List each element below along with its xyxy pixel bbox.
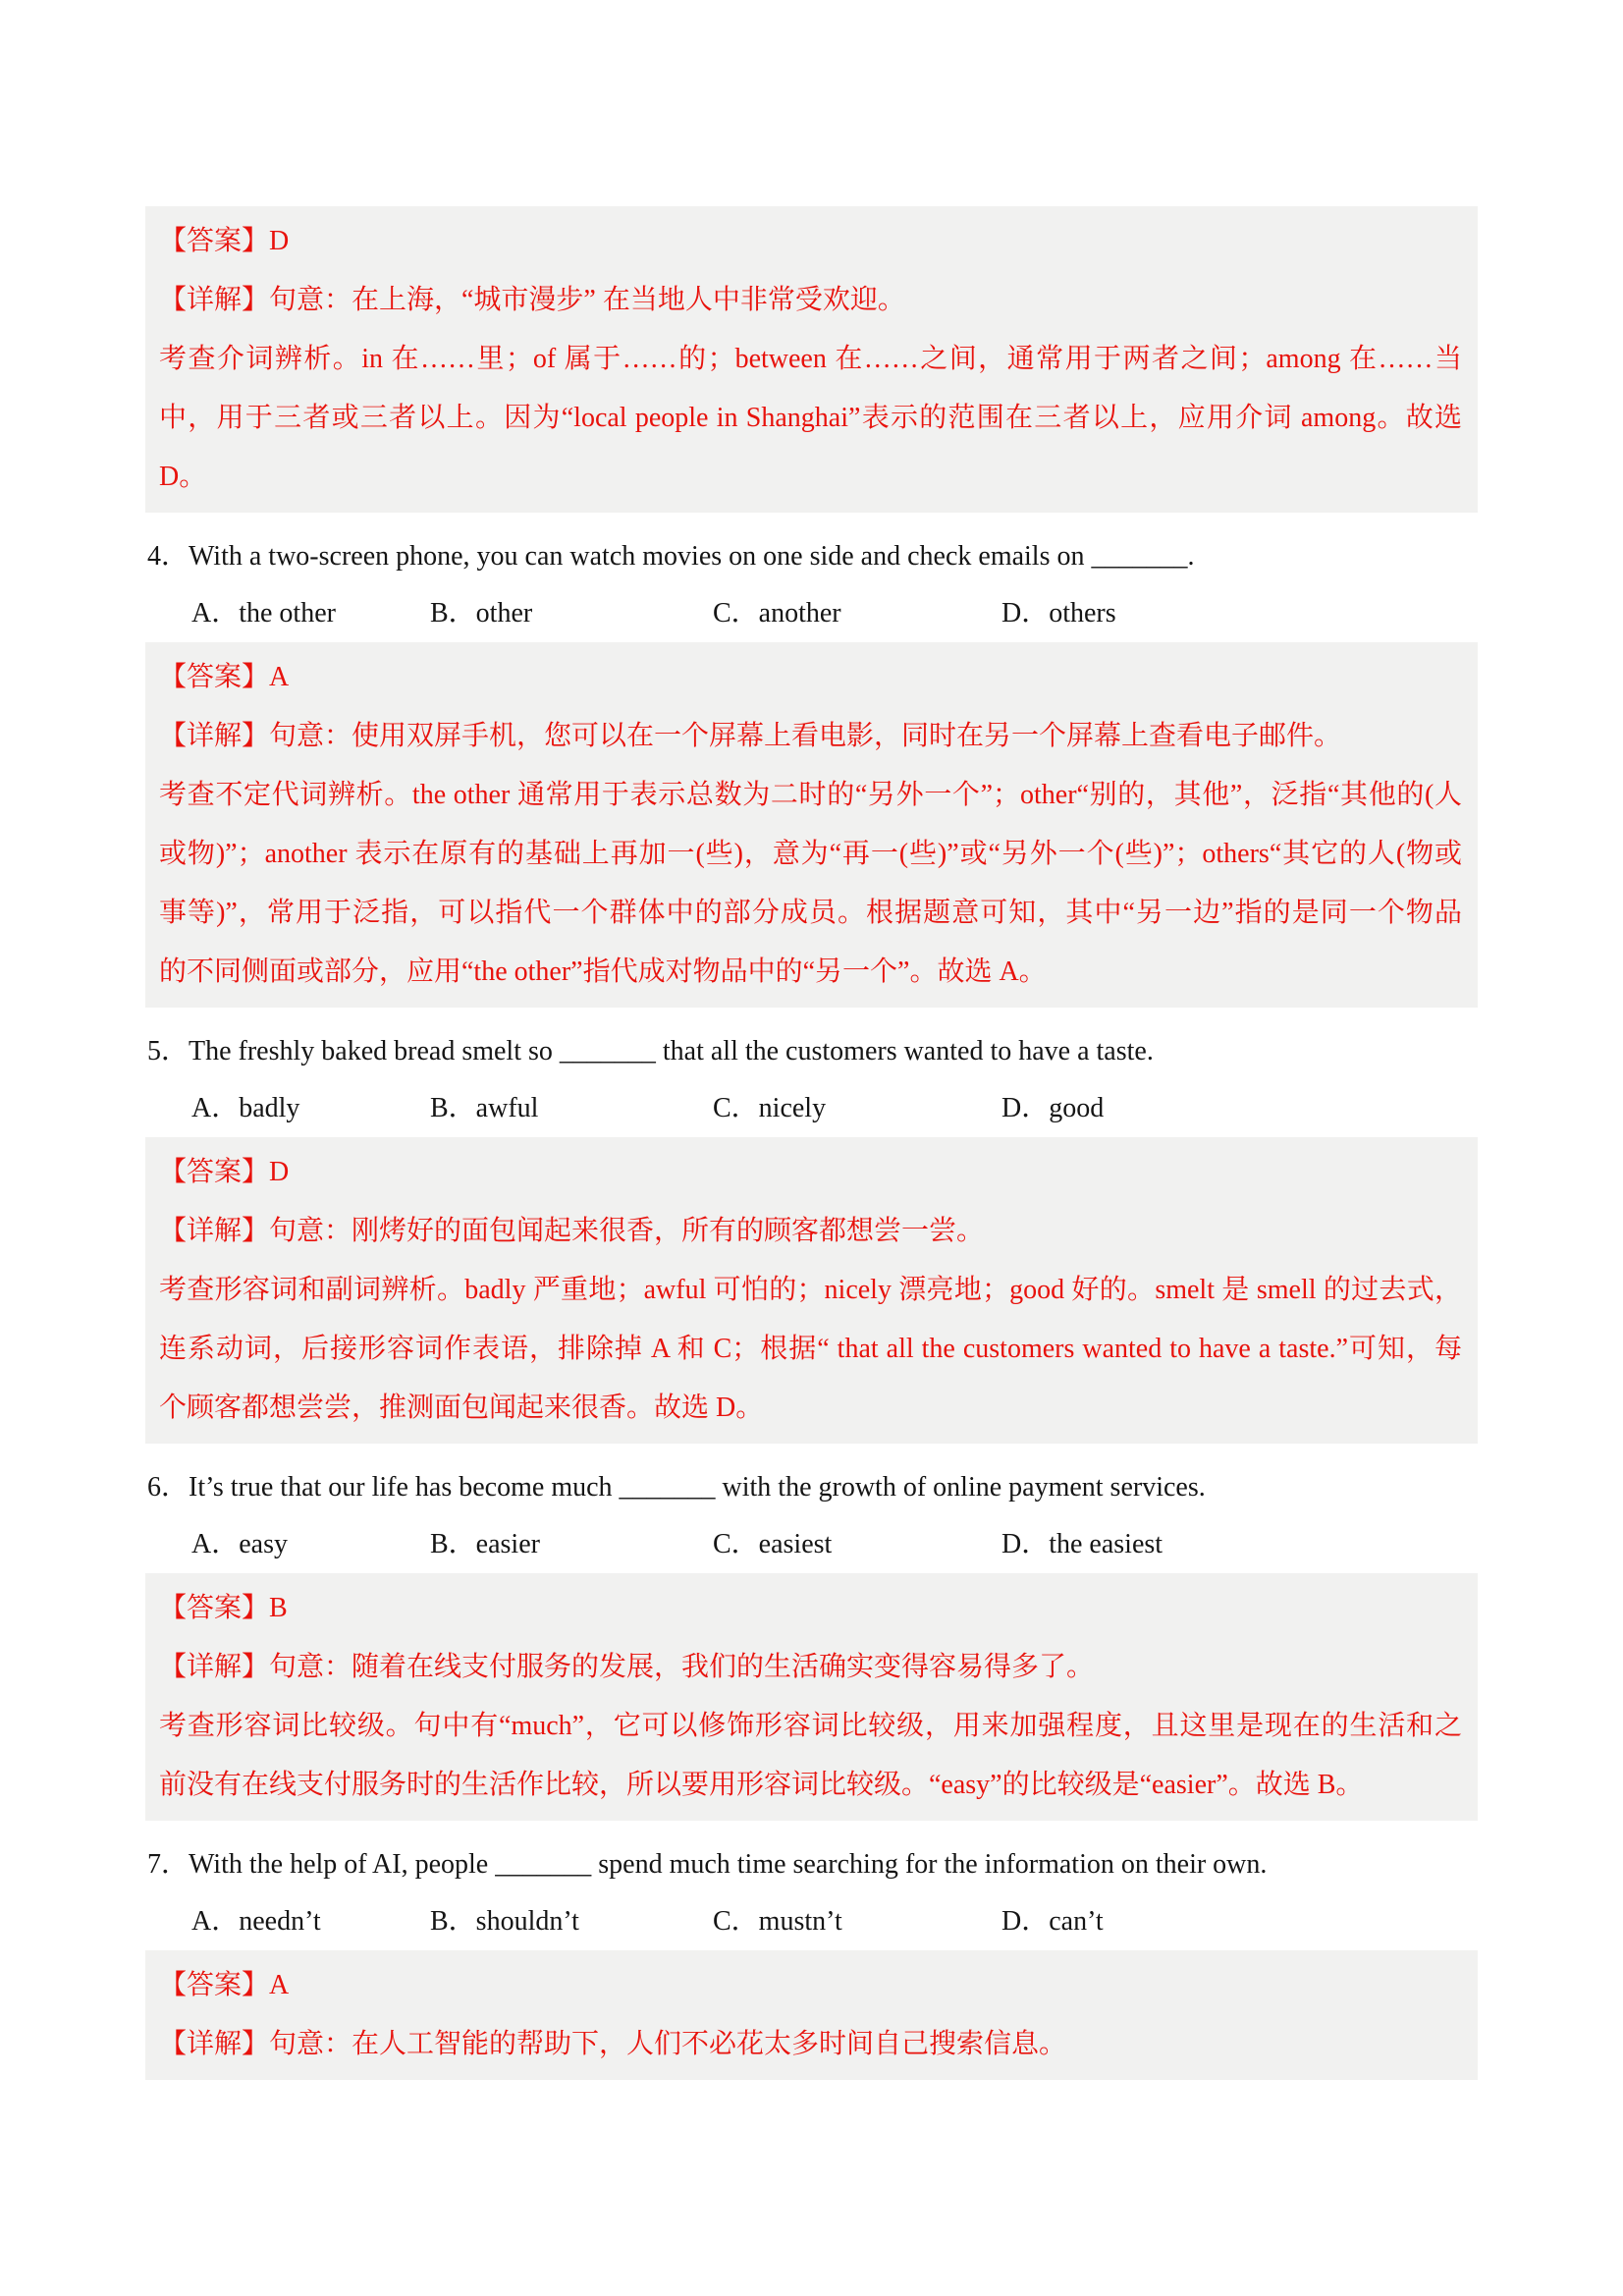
question-6-prompt: 6．It’s true that our life has become much _______ with the growth of online payment services. xyxy=(147,1472,1206,1503)
option-c: C．nicely xyxy=(713,1093,827,1123)
question-4 xyxy=(145,528,1478,642)
option-c: C．mustn’t xyxy=(713,1906,842,1937)
explanation-line: 的不同侧面或部分，应用“the other”指代成对物品中的“另一个”。故选 A。 xyxy=(159,957,1047,987)
question-7-options xyxy=(191,1893,1478,1950)
explanation-sentence-line: 【详解】句意：使用双屏手机，您可以在一个屏幕上看电影，同时在另一个屏幕上查看电子邮件。 xyxy=(159,721,1342,751)
question-7-prompt: 7．With the help of AI, people _______ spend much time searching for the information on their own. xyxy=(147,1849,1268,1880)
option-a: A．needn’t xyxy=(191,1906,321,1937)
explanation-line: 考查不定代词辨析。the other 通常用于表示总数为二时的“另外一个”；other“别的，其他”，泛指“其他的(人 xyxy=(159,780,1462,810)
question-7 xyxy=(145,1836,1478,1950)
document-page xyxy=(145,0,1478,2080)
answer-block-q5 xyxy=(145,1137,1478,1444)
option-d: D．others xyxy=(1001,598,1116,629)
option-b: B．awful xyxy=(430,1093,539,1123)
answer-block-q3 xyxy=(145,206,1478,513)
answer-block-q6 xyxy=(145,1573,1478,1821)
option-d: D．can’t xyxy=(1001,1906,1104,1937)
explanation-line: 考查介词辨析。in 在……里；of 属于……的；between 在……之间，通常用于两者之间；among 在……当 xyxy=(159,344,1462,374)
explanation-sentence-line: 【详解】句意：刚烤好的面包闻起来很香，所有的顾客都想尝一尝。 xyxy=(159,1216,985,1246)
question-5-options xyxy=(191,1080,1478,1137)
question-4-options xyxy=(191,585,1478,642)
question-5-prompt: 5．The freshly baked bread smelt so _______ that all the customers wanted to have a taste. xyxy=(147,1036,1154,1066)
answer-label-line: 【答案】D xyxy=(159,226,290,256)
option-b: B．shouldn’t xyxy=(430,1906,579,1937)
option-b: B．easier xyxy=(430,1529,540,1559)
answer-label-line: 【答案】A xyxy=(159,662,290,692)
question-5 xyxy=(145,1023,1478,1137)
question-4-prompt: 4．With a two-screen phone, you can watch movies on one side and check emails on _______. xyxy=(147,541,1195,572)
explanation-line: 考查形容词比较级。句中有“much”，它可以修饰形容词比较级，用来加强程度，且这里是现在的生活和之 xyxy=(159,1711,1462,1741)
explanation-line: 事等)”，常用于泛指，可以指代一个群体中的部分成员。根据题意可知，其中“另一边”指的是同一个物品 xyxy=(159,898,1462,928)
answer-block-q4 xyxy=(145,642,1478,1008)
explanation-sentence-line: 【详解】句意：在人工智能的帮助下，人们不必花太多时间自己搜索信息。 xyxy=(159,2029,1067,2059)
explanation-line: 前没有在线支付服务时的生活作比较，所以要用形容词比较级。“easy”的比较级是“easier”。故选 B。 xyxy=(159,1770,1364,1800)
explanation-line: 或物)”；another 表示在原有的基础上再加一(些)，意为“再一(些)”或“另外一个(些)”；others“其它的人(物或 xyxy=(159,839,1462,869)
option-b: B．other xyxy=(430,598,533,629)
explanation-sentence-line: 【详解】句意：随着在线支付服务的发展，我们的生活确实变得容易得多了。 xyxy=(159,1652,1095,1682)
question-6-options xyxy=(191,1516,1478,1573)
question-6 xyxy=(145,1459,1478,1573)
option-d: D．good xyxy=(1001,1093,1105,1123)
option-c: C．another xyxy=(713,598,841,629)
explanation-line: 中，用于三者或三者以上。因为“local people in Shanghai”表示的范围在三者以上，应用介词 among。故选 xyxy=(159,403,1462,433)
option-d: D．the easiest xyxy=(1001,1529,1163,1559)
option-a: A．badly xyxy=(191,1093,300,1123)
answer-label-line: 【答案】D xyxy=(159,1157,290,1187)
option-a: A．the other xyxy=(191,598,336,629)
explanation-line: D。 xyxy=(159,462,207,492)
answer-label-line: 【答案】B xyxy=(159,1593,288,1623)
explanation-line: 连系动词，后接形容词作表语，排除掉 A 和 C；根据“ that all the customers wanted to have a taste.”可知，每 xyxy=(159,1334,1462,1364)
explanation-line: 考查形容词和副词辨析。badly 严重地；awful 可怕的；nicely 漂亮地；good 好的。smelt 是 smell 的过去式， xyxy=(159,1275,1462,1305)
answer-label-line: 【答案】A xyxy=(159,1970,290,2000)
option-a: A．easy xyxy=(191,1529,288,1559)
explanation-sentence-line: 【详解】句意：在上海，“城市漫步” 在当地人中非常受欢迎。 xyxy=(159,285,905,315)
answer-block-q7 xyxy=(145,1950,1478,2080)
option-c: C．easiest xyxy=(713,1529,833,1559)
explanation-line: 个顾客都想尝尝，推测面包闻起来很香。故选 D。 xyxy=(159,1393,764,1423)
